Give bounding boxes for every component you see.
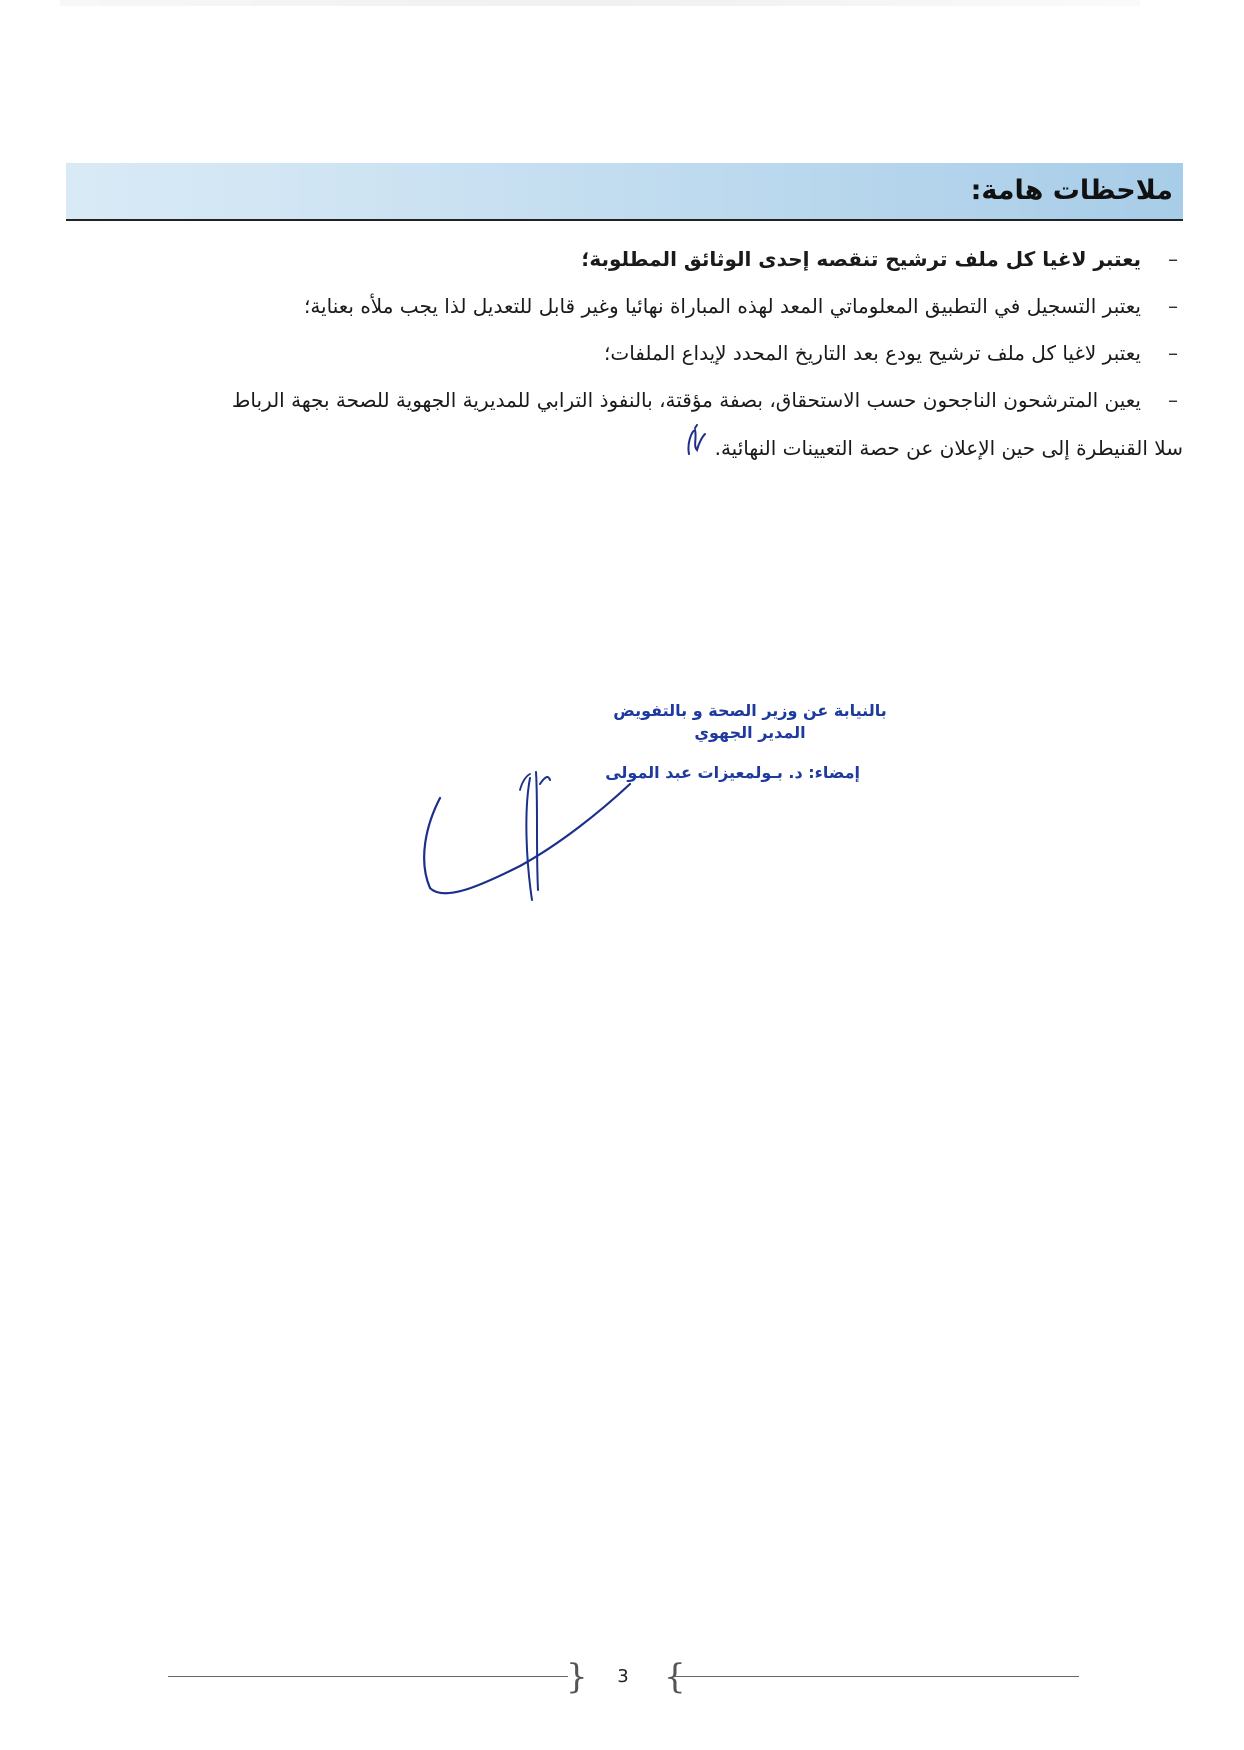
notes-list [63,236,1183,475]
stamp-line-delegation: بالنيابة عن وزير الصحة و بالتفويض [613,701,887,720]
initials-mark-icon [683,424,709,475]
note-text: يعين المترشحون الناجحون حسب الاستحقاق، بصفة مؤقتة، بالنفوذ الترابي للمديرية الجهوية للصحة بجهة الرباط [231,388,1141,412]
official-stamp [600,700,900,784]
stamp-line-title: المدير الجهوي [694,723,806,742]
note-item [63,236,1183,283]
list-dash: – [1168,294,1178,318]
section-title: ملاحظات هامة: [970,175,1173,206]
note-text: يعتبر لاغيا كل ملف ترشيح تنقصه إحدى الوثائق المطلوبة؛ [581,247,1141,271]
note-continuation [63,424,1183,475]
handwritten-signature-icon [420,770,640,914]
note-item [63,330,1183,377]
scan-edge-artifact [60,0,1140,6]
note-text: يعتبر لاغيا كل ملف ترشيح يودع بعد التاريخ المحدد لإيداع الملفات؛ [604,341,1141,365]
footer-rule-right [675,1676,1079,1677]
note-item [63,377,1183,475]
list-dash: – [1168,247,1178,271]
page-number-bracket-close: } [664,1657,686,1697]
footer-rule-left [168,1676,568,1677]
section-header-band [66,163,1183,221]
stamp-line-signatory: إمضاء: د. بـولمعيزات عبد المولى [605,763,860,782]
list-dash: – [1168,388,1178,412]
list-dash: – [1168,341,1178,365]
page-number: 3 [617,1666,629,1687]
note-continuation-text: سلا القنيطرة إلى حين الإعلان عن حصة التعيينات النهائية. [714,436,1183,460]
note-text: يعتبر التسجيل في التطبيق المعلوماتي المعد لهذه المباراة نهائيا وغير قابل للتعديل لذا يجب ملأه بعناية؛ [303,294,1141,318]
note-item [63,283,1183,330]
page-number-bracket-open: { [566,1657,588,1697]
